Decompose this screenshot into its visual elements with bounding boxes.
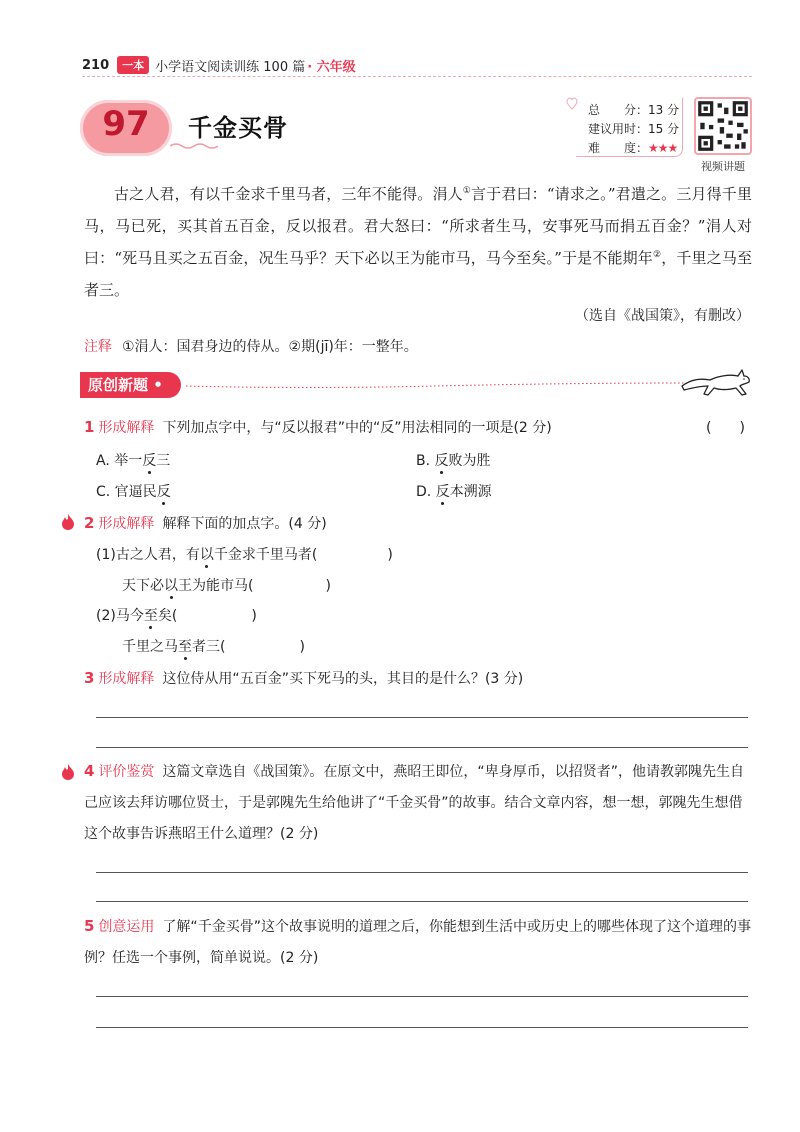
q2-item: (1)古之人君，有以千金求千里马者( ) (96, 547, 393, 563)
answer-line[interactable] (96, 996, 748, 997)
answer-line[interactable] (96, 747, 748, 748)
difficulty: 难 度：★★★ (588, 141, 678, 155)
q2-item: 千里之马至者三( ) (122, 639, 305, 655)
heart-icon (566, 96, 578, 110)
qr-code-icon[interactable] (694, 97, 752, 155)
banner-dotted-line (186, 381, 686, 391)
notes (84, 336, 418, 356)
fire-icon (60, 763, 76, 781)
question-2: 2 形成解释 解释下面的加点字。(4 分) (84, 514, 327, 532)
header-divider (82, 76, 752, 77)
question-5: 5 创意运用 了解“千金买骨”这个故事说明的道理之后，你能想到生活中或历史上的哪些体现了这个道理的事例？任选一个事例，简单说说。(2 分) (84, 917, 751, 966)
notes-text: ①涓人：国君身边的侍从。②期(jī)年：一整年。 (122, 339, 418, 355)
option-a[interactable]: A. 举一反三 (96, 453, 171, 469)
answer-line[interactable] (96, 872, 748, 873)
page-number: 210 (82, 57, 110, 73)
option-b[interactable]: B. 反败为胜 (416, 453, 491, 469)
section-banner: 原创新题 • (80, 372, 181, 398)
brand-badge: 一本 (117, 56, 149, 74)
title-underline-decoration (170, 142, 270, 150)
book-title: 小学语文阅读训练 100 篇 (155, 59, 306, 75)
lesson-number: 97 (102, 104, 150, 144)
answer-line[interactable] (96, 717, 748, 718)
q2-item: (2)马今至矣( ) (96, 608, 257, 624)
difficulty-stars: ★★★ (648, 141, 678, 155)
question-1: 1 形成解释 下列加点字中，与“反以报君”中的“反”用法相同的一项是(2 分) (84, 418, 552, 436)
lesson-title: 千金买骨 (188, 113, 288, 142)
fire-icon (60, 513, 76, 531)
question-4: 4 评价鉴赏 这篇文章选自《战国策》。在原文中，燕昭王即位，“卑身厚币，以招贤者”，他请教郭隗先生自己应该去拜访哪位贤士，于是郭隗先生给他讲了“千金买骨”的故事。结合文章内容，想一想，郭隗先生想借这个故事告诉燕昭王什么道理？(2 分) (84, 762, 744, 842)
option-d[interactable]: D. 反本溯源 (416, 484, 492, 500)
notes-label: 注释 (84, 339, 112, 355)
suggested-time: 建议用时：15 分 (588, 122, 680, 136)
passage-text: 古之人君，有以千金求千里马者，三年不能得。涓人①言于君曰：“请求之。”君遣之。三月得千里马，马已死，买其首五百金，反以报君。君大怒曰：“所求者生马，安事死马而捐五百金？”涓人对曰：“死马且买之五百金，况生马乎？天下必以王为能市马，马今至矣。”于是不能期年②，千里之马至者三。 (84, 185, 752, 299)
q2-item: 天下必以王为能市马( ) (122, 578, 331, 594)
question-3: 3 形成解释 这位侍从用“五百金”买下死马的头，其目的是什么？(3 分) (84, 669, 524, 687)
page-header (82, 54, 356, 76)
answer-paren[interactable]: ( ) (706, 420, 745, 436)
grade-label: · 六年级 (307, 59, 356, 75)
option-c[interactable]: C. 官逼民反 (96, 484, 171, 500)
total-score: 总 分：13 分 (588, 103, 680, 117)
cat-icon (678, 364, 752, 400)
passage-source: （选自《战国策》，有删改） (575, 308, 750, 324)
video-caption: 视频讲题 (701, 160, 745, 173)
answer-line[interactable] (96, 901, 748, 902)
answer-line[interactable] (96, 1027, 748, 1028)
